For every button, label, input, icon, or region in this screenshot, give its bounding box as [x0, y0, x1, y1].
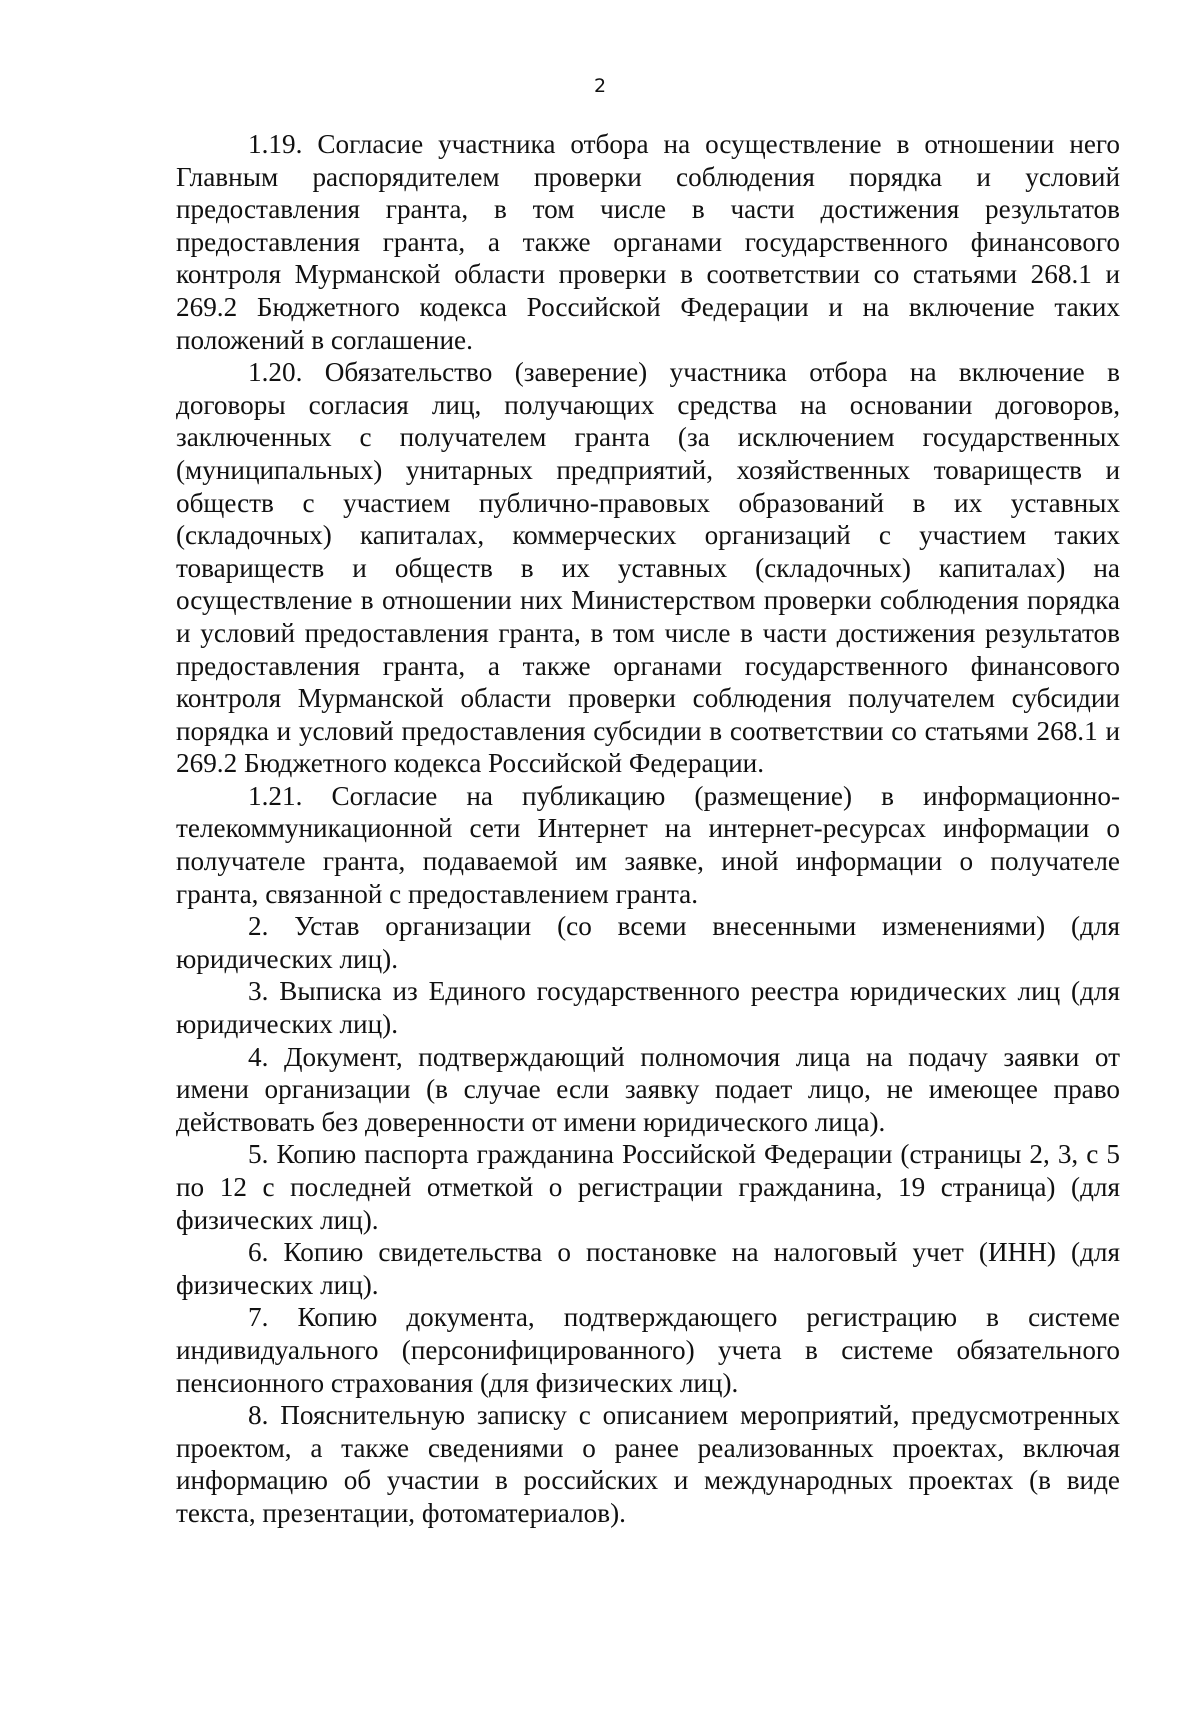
paragraph-1-20: 1.20. Обязательство (заверение) участника отбора на включение в договоры согласия лиц, получающих средства на основании договоров, заключенных с получателем гранта (за исключением государственных (муниципальных) унитарных предприятий, хозяйственных товариществ и обществ с участием публично-правовых образований в их уставных (складочных) капиталах, коммерческих организаций с участием таких товариществ и обществ в их уставных (складочных) капиталах) на осуществление в отношении них Министерством проверки соблюдения порядка и условий предоставления гранта, в том числе в части достижения результатов предоставления гранта, а также органами государственного финансового контроля Мурманской области проверки соблюдения получателем субсидии порядка и условий предоставления субсидии в соответствии со статьями 268.1 и 269.2 Бюджетного кодекса Российской Федерации. [176, 357, 1120, 779]
page-number: 2 [593, 75, 607, 97]
paragraph-6: 6. Копию свидетельства о постановке на налоговый учет (ИНН) (для физических лиц). [176, 1237, 1120, 1300]
paragraph-5: 5. Копию паспорта гражданина Российской Федерации (страницы 2, 3, с 5 по 12 с последней отметкой о регистрации гражданина, 19 страница) (для физических лиц). [176, 1139, 1120, 1235]
paragraph-7: 7. Копию документа, подтверждающего регистрацию в системе индивидуального (персонифицированного) учета в системе обязательного пенсионного страхования (для физических лиц). [176, 1302, 1120, 1398]
paragraph-4: 4. Документ, подтверждающий полномочия лица на подачу заявки от имени организации (в случае если заявку подает лицо, не имеющее право действовать без доверенности от имени юридического лица). [176, 1041, 1120, 1137]
paragraph-1-21: 1.21. Согласие на публикацию (размещение) в информационно-телекоммуникационной сети Интернет на интернет-ресурсах информации о получателе гранта, подаваемой им заявке, иной информации о получателе гранта, связанной с предоставлением гранта. [176, 780, 1120, 909]
paragraph-8: 8. Пояснительную записку с описанием мероприятий, предусмотренных проектом, а также сведениями о ранее реализованных проектах, включая информацию об участии в российских и международных проектах (в виде текста, презентации, фотоматериалов). [176, 1400, 1120, 1528]
paragraph-3: 3. Выписка из Единого государственного реестра юридических лиц (для юридических лиц). [176, 976, 1120, 1040]
paragraph-2: 2. Устав организации (со всеми внесенными изменениями) (для юридических лиц). [176, 911, 1120, 974]
document-body [176, 128, 1120, 1530]
paragraph-1-19: 1.19. Согласие участника отбора на осуществление в отношении него Главным распорядителем проверки соблюдения порядка и условий предоставления гранта, в том числе в части достижения результатов предоставления гранта, а также органами государственного финансового контроля Мурманской области проверки в соответствии со статьями 268.1 и 269.2 Бюджетного кодекса Российской Федерации и на включение таких положений в соглашение. [176, 129, 1120, 355]
